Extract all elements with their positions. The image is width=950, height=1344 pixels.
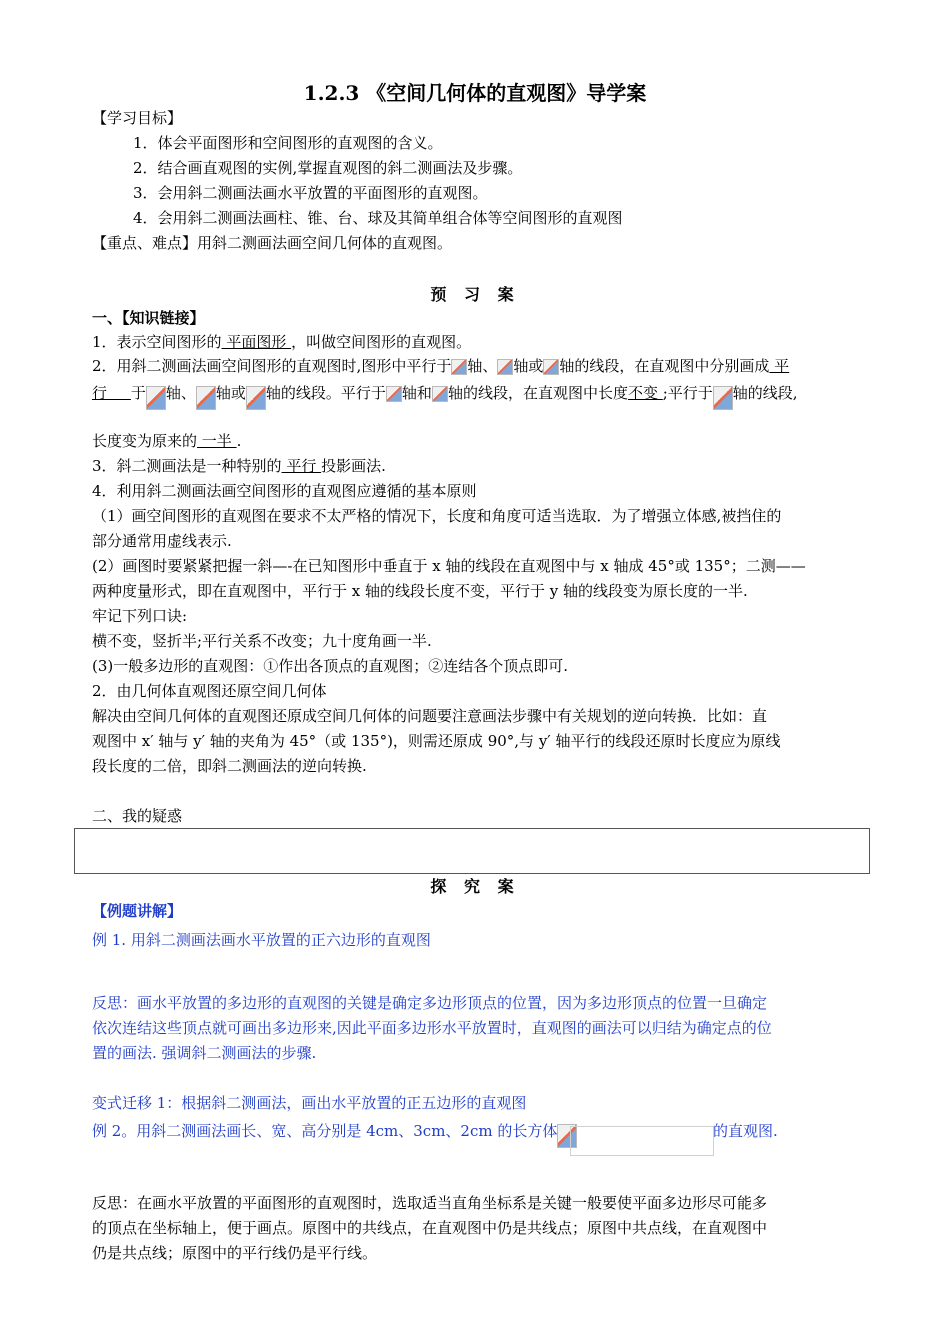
section-knowledge-link: 一、【知识链接】	[92, 309, 205, 327]
reflection-1-line: 反思：画水平放置的多边形的直观图的关键是确定多边形顶点的位置，因为多边形顶点的位置一旦确定	[92, 994, 768, 1012]
reflection-2-line: 仍是共点线；原图中的平行线仍是平行线。	[92, 1244, 378, 1262]
line-14: 2．由几何体直观图还原空间几何体	[92, 682, 327, 700]
line-15: 解决由空间几何体的直观图还原成空间几何体的问题要注意画法步骤中有关规划的逆向转换．比如：直	[92, 707, 768, 725]
line-9: (2）画图时要紧紧把握一斜—-在已知图形中垂直于 x 轴的线段在直观图中与 x 轴成 45°或 135°；二测——	[92, 557, 806, 575]
image-placeholder-icon	[246, 386, 266, 410]
goal-item: 4．会用斜二测画法画柱、锥、台、球及其简单组合体等空间图形的直观图	[133, 209, 623, 227]
line-3: 行 于 轴、 轴或 轴的线段。平行于 轴和 轴的线段，在直观图中长度不变 ;平行于 轴的线段,	[92, 383, 798, 410]
reflection-1-line: 依次连结这些顶点就可画出多边形来,因此平面多边形水平放置时，直观图的画法可以归结为确定点的位	[92, 1019, 772, 1037]
image-placeholder-icon	[146, 386, 166, 410]
goal-item: 2．结合画直观图的实例,掌握直观图的斜二测画法及步骤。	[133, 159, 523, 177]
variant-1: 变式迁移 1：根据斜二测画法，画出水平放置的正五边形的直观图	[92, 1094, 527, 1112]
line-17: 段长度的二倍，即斜二测画法的逆向转换.	[92, 757, 367, 775]
example-2: 例 2。用斜二测画法画长、宽、高分别是 4cm、3cm、2cm 的长方体	[92, 1121, 577, 1148]
line-1: 1．表示空间图形的 平面图形 ，叫做空间图形的直观图。	[92, 333, 472, 351]
line-16: 观图中 x′ 轴与 y′ 轴的夹角为 45°（或 135°)，则需还原成 90°,与 y′ 轴平行的线段还原时长度应为原线	[92, 732, 781, 750]
image-placeholder-icon	[386, 386, 402, 402]
line-7: （1）画空间图形的直观图在要求不太严格的情况下，长度和角度可适当选取．为了增强立体感,被挡住的	[92, 507, 782, 525]
line-8: 部分通常用虚线表示.	[92, 532, 232, 550]
example-2-end: 的直观图.	[713, 1122, 778, 1140]
reflection-2-line: 反思：在画水平放置的平面图形的直观图时，选取适当直角坐标系是关键一般要使平面多边形尽可能多	[92, 1194, 768, 1212]
reflection-1-line: 置的画法. 强调斜二测画法的步骤.	[92, 1044, 317, 1062]
image-placeholder-icon	[497, 359, 513, 375]
section-questions: 二、我的疑惑	[92, 807, 183, 825]
cuboid-image-frame	[570, 1126, 714, 1156]
image-placeholder-icon	[432, 386, 448, 402]
image-placeholder-icon	[713, 386, 733, 410]
line-2: 2．用斜二测画法画空间图形的直观图时,图形中平行于 轴、 轴或 轴的线段，在直观图中分别画成 平	[92, 357, 790, 375]
line-13: (3)一般多边形的直观图：①作出各顶点的直观图；②连结各个顶点即可.	[92, 657, 569, 675]
line-10: 两种度量形式，即在直观图中，平行于 x 轴的线段长度不变，平行于 y 轴的线段变为原长度的一半.	[92, 582, 748, 600]
example-1: 例 1. 用斜二测画法画水平放置的正六边形的直观图	[92, 931, 431, 949]
page-title: 1.2.3 《空间几何体的直观图》导学案	[303, 81, 647, 105]
goals-header: 【学习目标】	[92, 109, 183, 127]
questions-answer-box[interactable]	[74, 828, 870, 874]
line-11: 牢记下列口诀:	[92, 607, 188, 625]
line-6: 4．利用斜二测画法画空间图形的直观图应遵循的基本原则	[92, 482, 477, 500]
image-placeholder-icon	[196, 386, 216, 410]
examples-header: 【例题讲解】	[92, 902, 183, 920]
explore-heading: 探 究 案	[430, 877, 520, 896]
reflection-2-line: 的顶点在坐标轴上，便于画点。原图中的共线点，在直观图中仍是共线点；原图中共点线，在直观图中	[92, 1219, 768, 1237]
line-5: 3．斜二测画法是一种特别的 平行 投影画法.	[92, 457, 386, 475]
preview-heading: 预 习 案	[430, 285, 520, 304]
line-12: 横不变，竖折半;平行关系不改变；九十度角画一半.	[92, 632, 432, 650]
goal-item: 1．体会平面图形和空间图形的直观图的含义。	[133, 134, 443, 152]
goal-item: 3．会用斜二测画法画水平放置的平面图形的直观图。	[133, 184, 488, 202]
line-4: 长度变为原来的 一半 .	[92, 432, 242, 450]
image-placeholder-icon	[543, 359, 559, 375]
image-placeholder-icon	[451, 359, 467, 375]
key-points: 【重点、难点】用斜二测画法画空间几何体的直观图。	[92, 234, 453, 252]
